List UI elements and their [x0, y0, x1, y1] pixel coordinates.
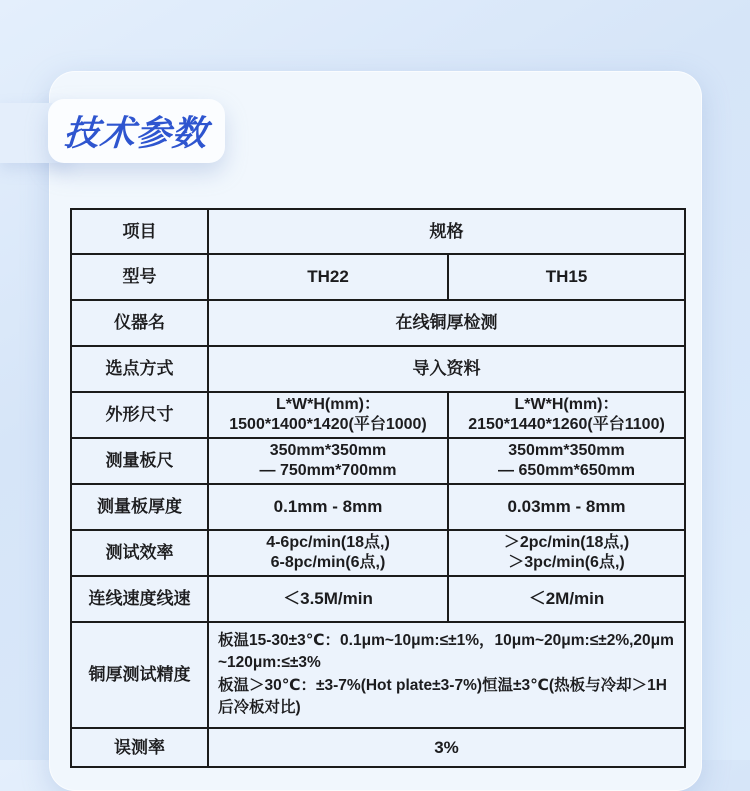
- cell-value: L*W*H(mm)： 2150*1440*1260(平台1100): [448, 392, 685, 438]
- row-label: 仪器名: [71, 300, 208, 346]
- cell-value: 在线铜厚检测: [208, 300, 685, 346]
- row-label: 外形尺寸: [71, 392, 208, 438]
- page-title: 技术参数: [62, 114, 210, 153]
- cell-value: ＞2pc/min(18点,) ＞3pc/min(6点,): [448, 530, 685, 576]
- table-row: [71, 209, 685, 254]
- row-label: 测试效率: [71, 530, 208, 576]
- table-row: [71, 392, 685, 438]
- cell-value: 4-6pc/min(18点,) 6-8pc/min(6点,): [208, 530, 448, 576]
- row-label: 项目: [71, 209, 208, 254]
- cell-value: TH22: [208, 254, 448, 300]
- table-row: [71, 728, 685, 767]
- cell-value: 规格: [208, 209, 685, 254]
- cell-value: 0.03mm - 8mm: [448, 484, 685, 530]
- cell-value: 350mm*350mm — 650mm*650mm: [448, 438, 685, 484]
- cell-value: 350mm*350mm — 750mm*700mm: [208, 438, 448, 484]
- table-row: [71, 438, 685, 484]
- table-row: [71, 484, 685, 530]
- cell-value: 3%: [208, 728, 685, 767]
- row-label: 误测率: [71, 728, 208, 767]
- cell-value: 板温15-30±3℃：0.1μm~10μm:≤±1%，10μm~20μm:≤±2%,20μm~120μm:≤±3% 板温＞30℃：±3-7%(Hot plate±3-7%)恒温±3℃(热板与冷却＞1H后冷板对比): [208, 622, 685, 728]
- table-row: [71, 254, 685, 300]
- table-row: [71, 530, 685, 576]
- row-label: 测量板厚度: [71, 484, 208, 530]
- spec-table: [70, 208, 686, 768]
- row-label: 测量板尺: [71, 438, 208, 484]
- table-row: [71, 346, 685, 392]
- cell-value: 0.1mm - 8mm: [208, 484, 448, 530]
- cell-value: ＜3.5M/min: [208, 576, 448, 622]
- cell-value: L*W*H(mm)： 1500*1400*1420(平台1000): [208, 392, 448, 438]
- cell-value: ＜2M/min: [448, 576, 685, 622]
- spec-table-body: [71, 209, 685, 767]
- table-row: [71, 622, 685, 728]
- cell-value: TH15: [448, 254, 685, 300]
- title-chip: [48, 99, 225, 163]
- table-row: [71, 576, 685, 622]
- row-label: 型号: [71, 254, 208, 300]
- row-label: 选点方式: [71, 346, 208, 392]
- row-label: 铜厚测试精度: [71, 622, 208, 728]
- row-label: 连线速度线速: [71, 576, 208, 622]
- cell-value: 导入资料: [208, 346, 685, 392]
- table-row: [71, 300, 685, 346]
